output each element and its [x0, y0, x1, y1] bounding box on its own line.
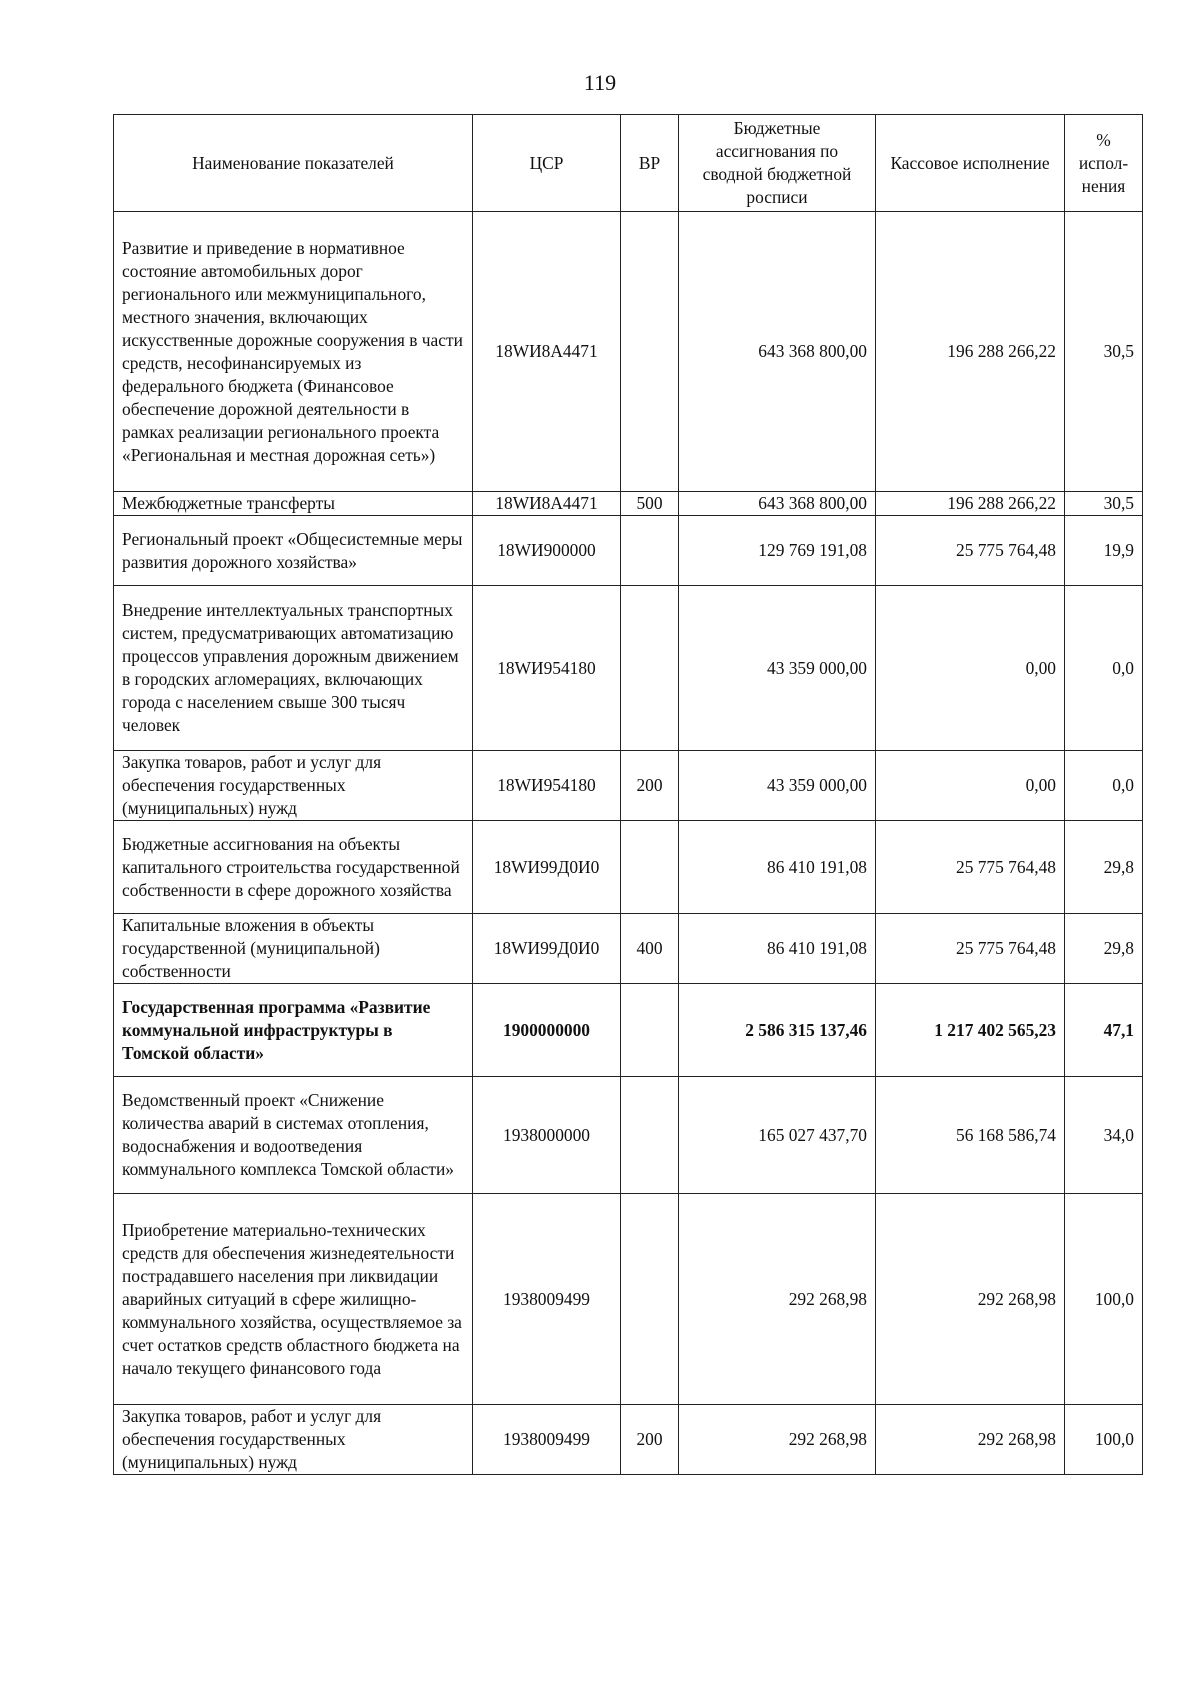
header-vr: ВР	[621, 115, 679, 212]
table-row	[114, 984, 1143, 1077]
row-name: Ведомственный проект «Снижение количества аварий в системах отопления, водоснабжения и водоотведения коммунального комплекса Томской области»	[114, 1077, 473, 1194]
row-vr-code: 200	[621, 1405, 679, 1475]
page-number: 119	[583, 70, 617, 95]
row-name: Закупка товаров, работ и услуг для обеспечения государственных (муниципальных) нужд	[114, 751, 473, 821]
row-allocated-amount: 2 586 315 137,46	[679, 984, 876, 1077]
table-row	[114, 1194, 1143, 1405]
row-executed-amount: 196 288 266,22	[876, 492, 1065, 516]
row-name: Внедрение интеллектуальных транспортных систем, предусматривающих автоматизацию процессов управления дорожным движением в городских агломерациях, включающих города с населением свыше 300 тысяч человек	[114, 586, 473, 751]
row-name: Капитальные вложения в объекты государственной (муниципальной) собственности	[114, 914, 473, 984]
row-allocated-amount: 165 027 437,70	[679, 1077, 876, 1194]
row-execution-percent: 19,9	[1065, 516, 1143, 586]
row-vr-code: 500	[621, 492, 679, 516]
row-execution-percent: 30,5	[1065, 212, 1143, 492]
header-execution-percent: % испол-нения	[1065, 115, 1143, 212]
row-executed-amount: 1 217 402 565,23	[876, 984, 1065, 1077]
row-vr-code: 200	[621, 751, 679, 821]
row-allocated-amount: 43 359 000,00	[679, 586, 876, 751]
row-csr-code: 18WИ99Д0И0	[473, 821, 621, 914]
header-csr: ЦСР	[473, 115, 621, 212]
row-csr-code: 1938000000	[473, 1077, 621, 1194]
header-allocations: Бюджетные ассигнования по сводной бюджетной росписи	[679, 115, 876, 212]
row-executed-amount: 292 268,98	[876, 1194, 1065, 1405]
table-header-row	[114, 115, 1143, 212]
row-csr-code: 18WИ99Д0И0	[473, 914, 621, 984]
table-row	[114, 492, 1143, 516]
row-name: Региональный проект «Общесистемные меры развития дорожного хозяйства»	[114, 516, 473, 586]
row-name: Бюджетные ассигнования на объекты капитального строительства государственной собственности в сфере дорожного хозяйства	[114, 821, 473, 914]
row-name: Приобретение материально-технических средств для обеспечения жизнедеятельности пострадавшего населения при ликвидации аварийных ситуаций в сфере жилищно-коммунального хозяйства, осуществляемое за счет остатков средств областного бюджета на начало текущего финансового года	[114, 1194, 473, 1405]
row-allocated-amount: 86 410 191,08	[679, 821, 876, 914]
row-executed-amount: 25 775 764,48	[876, 516, 1065, 586]
row-executed-amount: 292 268,98	[876, 1405, 1065, 1475]
row-name: Закупка товаров, работ и услуг для обеспечения государственных (муниципальных) нужд	[114, 1405, 473, 1475]
row-allocated-amount: 292 268,98	[679, 1405, 876, 1475]
row-executed-amount: 25 775 764,48	[876, 914, 1065, 984]
row-csr-code: 18WИ954180	[473, 586, 621, 751]
row-execution-percent: 0,0	[1065, 751, 1143, 821]
row-allocated-amount: 129 769 191,08	[679, 516, 876, 586]
table-row	[114, 1405, 1143, 1475]
row-vr-code	[621, 1194, 679, 1405]
row-allocated-amount: 643 368 800,00	[679, 212, 876, 492]
budget-execution-table	[113, 114, 1143, 1475]
row-execution-percent: 29,8	[1065, 914, 1143, 984]
row-csr-code: 1938009499	[473, 1405, 621, 1475]
table-row	[114, 751, 1143, 821]
row-execution-percent: 29,8	[1065, 821, 1143, 914]
row-vr-code	[621, 586, 679, 751]
row-execution-percent: 47,1	[1065, 984, 1143, 1077]
row-vr-code: 400	[621, 914, 679, 984]
header-indicator-name: Наименование показателей	[114, 115, 473, 212]
row-executed-amount: 56 168 586,74	[876, 1077, 1065, 1194]
row-csr-code: 18WИ8А4471	[473, 212, 621, 492]
row-csr-code: 18WИ954180	[473, 751, 621, 821]
row-name: Государственная программа «Развитие коммунальной инфраструктуры в Томской области»	[114, 984, 473, 1077]
table-row	[114, 1077, 1143, 1194]
table-row	[114, 516, 1143, 586]
row-vr-code	[621, 516, 679, 586]
row-executed-amount: 196 288 266,22	[876, 212, 1065, 492]
row-execution-percent: 0,0	[1065, 586, 1143, 751]
row-executed-amount: 25 775 764,48	[876, 821, 1065, 914]
table-row	[114, 212, 1143, 492]
table-body	[114, 212, 1143, 1475]
row-allocated-amount: 86 410 191,08	[679, 914, 876, 984]
row-allocated-amount: 292 268,98	[679, 1194, 876, 1405]
row-execution-percent: 100,0	[1065, 1405, 1143, 1475]
row-execution-percent: 34,0	[1065, 1077, 1143, 1194]
row-allocated-amount: 643 368 800,00	[679, 492, 876, 516]
row-executed-amount: 0,00	[876, 751, 1065, 821]
row-csr-code: 18WИ8А4471	[473, 492, 621, 516]
row-execution-percent: 100,0	[1065, 1194, 1143, 1405]
row-vr-code	[621, 212, 679, 492]
row-executed-amount: 0,00	[876, 586, 1065, 751]
row-csr-code: 1938009499	[473, 1194, 621, 1405]
row-vr-code	[621, 984, 679, 1077]
row-name: Развитие и приведение в нормативное состояние автомобильных дорог регионального или межмуниципального, местного значения, включающих искусственные дорожные сооружения в части средств, несофинансируемых из федерального бюджета (Финансовое обеспечение дорожной деятельности в рамках реализации регионального проекта «Региональная и местная дорожная сеть»)	[114, 212, 473, 492]
row-csr-code: 18WИ900000	[473, 516, 621, 586]
row-execution-percent: 30,5	[1065, 492, 1143, 516]
row-vr-code	[621, 1077, 679, 1194]
header-cash-execution: Кассовое исполнение	[876, 115, 1065, 212]
table-row	[114, 821, 1143, 914]
row-allocated-amount: 43 359 000,00	[679, 751, 876, 821]
row-csr-code: 1900000000	[473, 984, 621, 1077]
table-row	[114, 586, 1143, 751]
row-name: Межбюджетные трансферты	[114, 492, 473, 516]
row-vr-code	[621, 821, 679, 914]
table-row	[114, 914, 1143, 984]
